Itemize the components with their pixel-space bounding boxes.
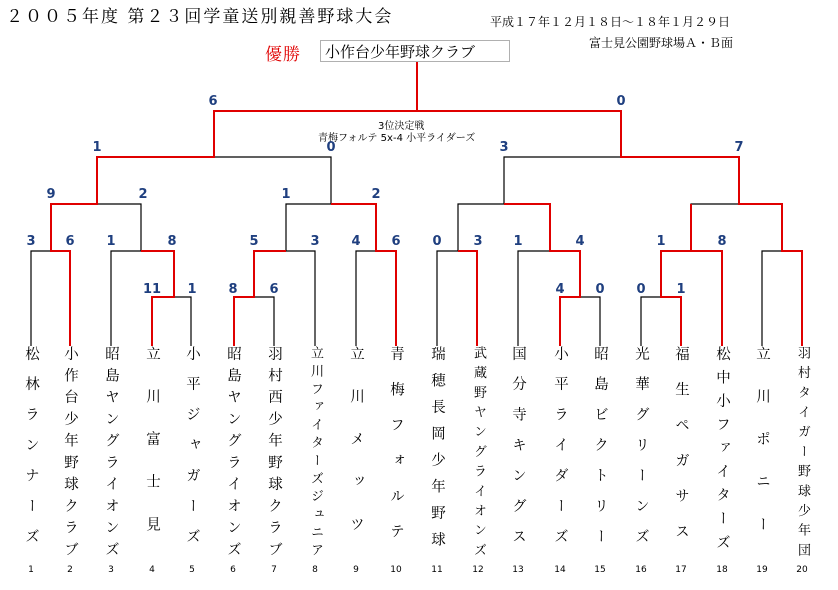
team-name: 昭島ビクトリー — [592, 346, 608, 556]
winner-path-team-4 — [141, 251, 174, 346]
line-sf-b — [214, 157, 331, 204]
winner-path-team-14 — [504, 204, 580, 346]
winner-path-team-18 — [691, 204, 722, 346]
team-name: 松林ランナーズ — [23, 346, 39, 556]
score: 7 — [734, 140, 744, 155]
line-r2-b — [97, 204, 141, 251]
score: 4 — [575, 234, 585, 249]
score: 5 — [249, 234, 259, 249]
line-team-3 — [111, 251, 141, 346]
score: 1 — [676, 282, 686, 297]
team-name: 瑞穂長岡少年野球 — [429, 346, 445, 556]
team-name: 羽村タイガー野球少年団 — [795, 346, 810, 556]
score: 3 — [499, 140, 509, 155]
line-team-15 — [580, 297, 600, 346]
line-team-8 — [286, 251, 315, 346]
winner-lines — [51, 62, 802, 346]
score: 4 — [555, 282, 565, 297]
team-number: 16 — [635, 565, 647, 575]
winner-path-team-12 — [458, 251, 477, 346]
team-name: 青梅フォルテ — [388, 346, 404, 556]
team-number: 3 — [108, 565, 114, 575]
score: 1 — [281, 187, 291, 202]
team-name: 福生ペガサス — [673, 346, 689, 556]
team-name: 松中小ファイターズ — [714, 346, 730, 556]
team-name: 立川ポニー — [754, 346, 770, 556]
tournament-venue: 富士見公園野球場Ａ・Ｂ面 — [589, 36, 734, 50]
team-name: 小作台少年野球クラブ — [62, 346, 78, 556]
team-number: 18 — [716, 565, 728, 575]
winner-path-team-20 — [417, 111, 802, 346]
team-name: 羽村西少年野球クラブ — [266, 346, 282, 556]
third-place-result: 青梅フォルテ 5x-4 小平ライダーズ — [318, 133, 476, 144]
score: 2 — [371, 187, 381, 202]
score: 9 — [46, 187, 56, 202]
score: 3 — [26, 234, 36, 249]
team-number: 7 — [271, 565, 277, 575]
winner-path-team-17 — [661, 251, 691, 346]
line-team-13 — [518, 251, 550, 346]
tournament-title: ２００５年度 第２３回学童送別親善野球大会 — [6, 7, 394, 27]
winner-path-team-10 — [331, 204, 396, 346]
tournament-date: 平成１７年１２月１８日～１８年１月２９日 — [490, 15, 731, 29]
team-number: 5 — [189, 565, 195, 575]
line-sf-c — [504, 157, 621, 204]
line-team-1 — [31, 251, 51, 346]
score: 1 — [92, 140, 102, 155]
team-number: 9 — [353, 565, 359, 575]
team-number: 1 — [28, 565, 34, 575]
team-name: 立川メッツ — [348, 346, 364, 556]
team-name: 光華グリーンズ — [633, 346, 649, 556]
score: 1 — [656, 234, 666, 249]
score: 6 — [65, 234, 75, 249]
third-place-title: 3位決定戦 — [378, 121, 425, 132]
score: 0 — [326, 140, 336, 155]
score: 8 — [717, 234, 727, 249]
champion-label: 優勝 — [265, 45, 301, 65]
team-number: 20 — [796, 565, 808, 575]
team-number: 17 — [675, 565, 687, 575]
team-number: 13 — [512, 565, 524, 575]
champion-team: 小作台少年野球クラブ — [320, 40, 510, 62]
team-number: 2 — [67, 565, 73, 575]
line-team-16 — [641, 297, 661, 346]
score: 6 — [208, 94, 218, 109]
line-r2-c — [286, 204, 331, 251]
score: 0 — [432, 234, 442, 249]
score: 8 — [228, 282, 238, 297]
line-r2-f — [691, 204, 739, 251]
score: 2 — [138, 187, 148, 202]
team-number: 15 — [594, 565, 606, 575]
team-name: 武蔵野ヤングライオンズ — [471, 346, 486, 556]
score: 0 — [616, 94, 626, 109]
team-name: 立川ファイターズジュニア — [308, 346, 323, 556]
score: 1 — [106, 234, 116, 249]
team-number: 14 — [554, 565, 566, 575]
score: 3 — [310, 234, 320, 249]
team-number: 8 — [312, 565, 318, 575]
winner-path-team-6 — [234, 251, 286, 346]
team-number: 10 — [390, 565, 402, 575]
score: 1 — [513, 234, 523, 249]
team-number: 4 — [149, 565, 155, 575]
line-team-19 — [762, 251, 782, 346]
line-team-11 — [437, 251, 458, 346]
team-name: 小平ジャガーズ — [184, 346, 200, 556]
score: 3 — [473, 234, 483, 249]
score: 6 — [391, 234, 401, 249]
team-name: 国分寺キングス — [510, 346, 526, 556]
team-name: 昭島ヤングライオンズ — [103, 346, 119, 556]
score: 1 — [187, 282, 197, 297]
line-team-7 — [254, 297, 274, 346]
score: 4 — [351, 234, 361, 249]
team-number: 12 — [472, 565, 484, 575]
line-team-5 — [174, 297, 191, 346]
team-number: 6 — [230, 565, 236, 575]
team-name: 小平ライダーズ — [552, 346, 568, 556]
score: 11 — [142, 282, 162, 297]
team-number: 11 — [431, 565, 443, 575]
team-name: 昭島ヤングライオンズ — [225, 346, 241, 556]
team-name: 立川富士見 — [144, 346, 160, 556]
score: 8 — [167, 234, 177, 249]
score: 6 — [269, 282, 279, 297]
line-team-9 — [356, 251, 376, 346]
score: 0 — [595, 282, 605, 297]
score: 0 — [636, 282, 646, 297]
team-number: 19 — [756, 565, 768, 575]
